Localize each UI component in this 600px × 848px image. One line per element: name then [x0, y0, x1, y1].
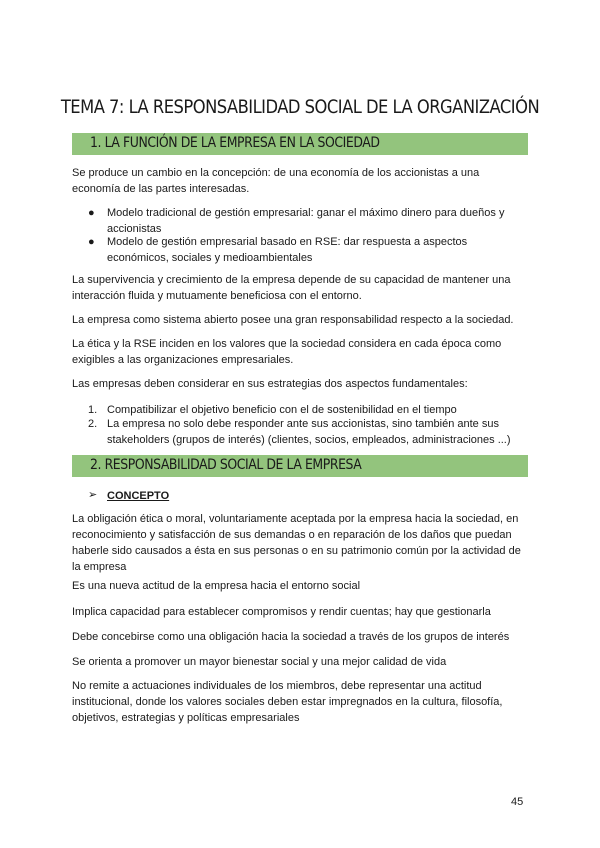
numbered-marker: 1. [88, 404, 98, 416]
section1-intro: Se produce un cambio en la concepción: de una economía de los accionistas a una economía de las partes interesadas. [72, 167, 480, 195]
numbered-item: Compatibilizar el objetivo beneficio con el de sostenibilidad en el tiempo [107, 404, 457, 416]
bullet-item: Modelo de gestión empresarial basado en RSE: dar respuesta a aspectos económicos, sociales y medioambientales [107, 236, 468, 264]
numbered-marker: 2. [88, 418, 98, 430]
paragraph: La ética y la RSE inciden en los valores que la sociedad considera en cada época como exigibles a las organizaciones empresariales. [72, 338, 502, 366]
paragraph: Se orienta a promover un mayor bienestar social y una mejor calidad de vida [72, 656, 447, 668]
paragraph: Implica capacidad para establecer compromisos y rendir cuentas; hay que gestionarla [72, 606, 491, 618]
arrow-bullet-icon: ➢ [88, 489, 98, 501]
section-heading-1-text: 1. LA FUNCIÓN DE LA EMPRESA EN LA SOCIEDAD [90, 135, 380, 151]
paragraph: La supervivencia y crecimiento de la empresa depende de su capacidad de mantener una interacción fluida y mutuamente beneficiosa con el entorno. [72, 274, 511, 302]
paragraph: Las empresas deben considerar en sus estrategias dos aspectos fundamentales: [72, 378, 468, 390]
bullet-marker: ● [88, 207, 95, 219]
page-title: TEMA 7: LA RESPONSABILIDAD SOCIAL DE LA ORGANIZACIÓN [60, 96, 540, 118]
section-heading-2-text: 2. RESPONSABILIDAD SOCIAL DE LA EMPRESA [90, 457, 362, 473]
paragraph: La empresa como sistema abierto posee una gran responsabilidad respecto a la sociedad. [72, 314, 514, 326]
bullet-marker: ● [88, 236, 95, 248]
section-heading-2 [72, 455, 528, 477]
paragraph: No remite a actuaciones individuales de los miembros, debe representar una actitud institucional, donde los valores sociales deben estar impregnados en la cultura, filosofía, objetivos, estrategias y políticas empresariales [72, 680, 503, 724]
bullet-item: Modelo tradicional de gestión empresarial: ganar el máximo dinero para dueños y accionistas [107, 207, 505, 235]
section-heading-1 [72, 133, 528, 155]
numbered-item: La empresa no solo debe responder ante sus accionistas, sino también ante sus stakeholders (grupos de interés) (clientes, socios, empleados, administraciones ...) [107, 418, 511, 446]
page-number: 45 [511, 796, 524, 808]
paragraph: La obligación ética o moral, voluntariamente aceptada por la empresa hacia la sociedad, en reconocimiento y satisfacción de sus demandas o en reparación de los daños que puedan haberle sido causados a ésta en sus personas o en su patrimonio común por la actividad de la empresa [72, 513, 521, 573]
paragraph: Debe concebirse como una obligación hacia la sociedad a través de los grupos de interés [72, 631, 510, 643]
paragraph: Es una nueva actitud de la empresa hacia el entorno social [72, 580, 361, 592]
subheading-concepto: CONCEPTO [107, 490, 170, 502]
